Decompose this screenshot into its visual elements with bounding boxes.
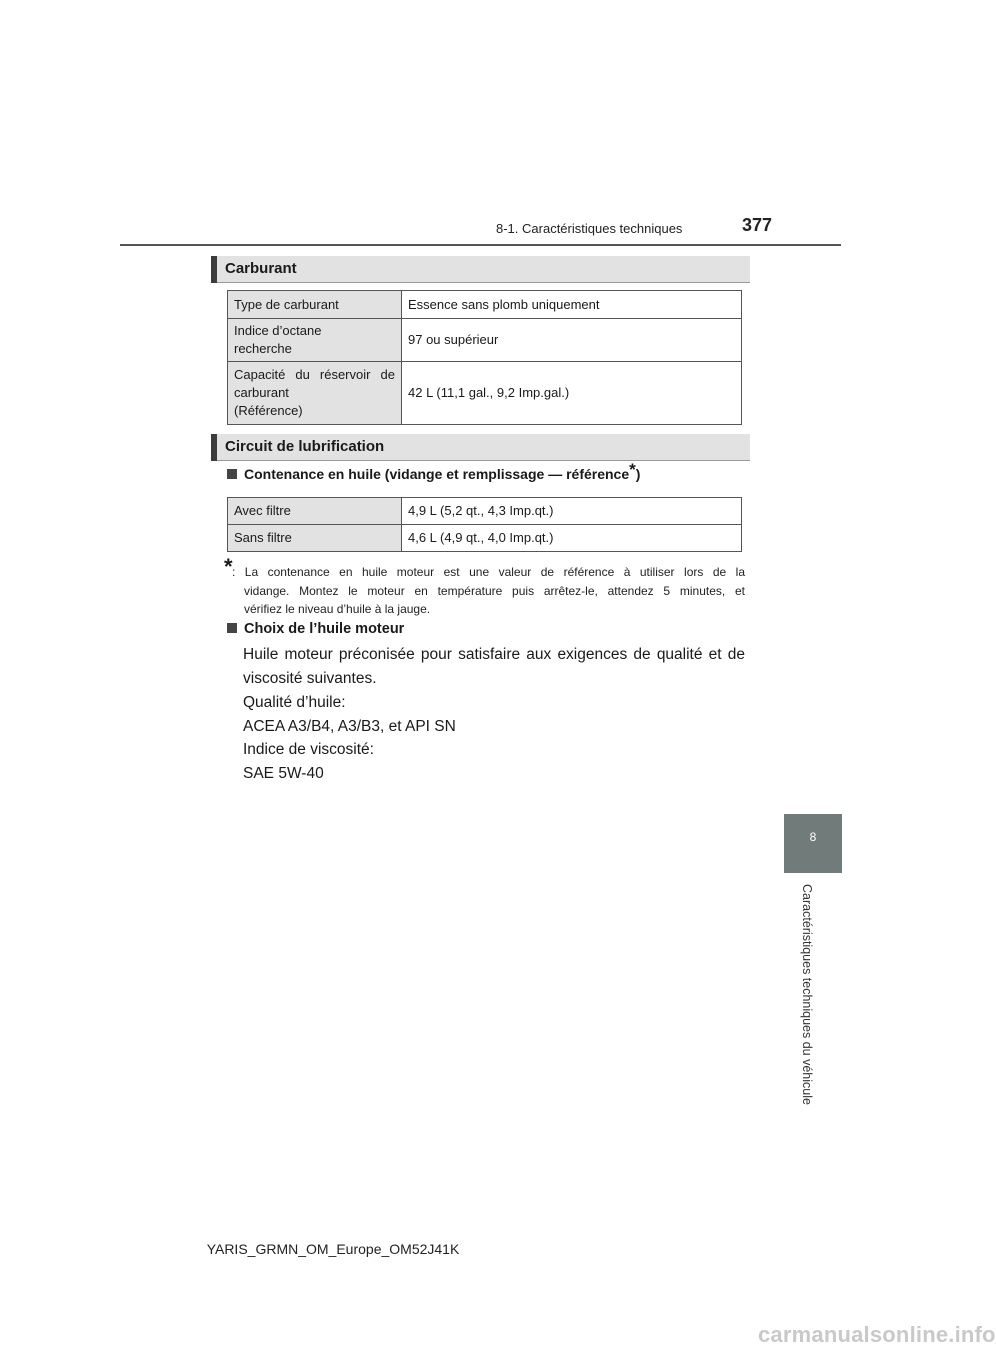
footnote-line: : La contenance en huile moteur est une valeur de référence à utiliser lors de la xyxy=(232,565,745,579)
table-row xyxy=(228,291,742,319)
document-id: YARIS_GRMN_OM_Europe_OM52J41K xyxy=(206,1241,460,1257)
paragraph-line: viscosité suivantes. xyxy=(243,670,377,687)
table-key: Avec filtre xyxy=(228,498,402,525)
table-value: 4,9 L (5,2 qt., 4,3 Imp.qt.) xyxy=(402,498,742,525)
page-number: 377 xyxy=(742,215,773,235)
table-key xyxy=(228,319,402,362)
table-key-line: (Référence) xyxy=(234,403,303,418)
quality-value: ACEA A3/B4, A3/B3, et API SN xyxy=(243,718,456,735)
carburant-title: Carburant xyxy=(225,260,297,277)
paragraph-line: Huile moteur préconisée pour satisfaire aux exigences de qualité et de xyxy=(243,646,745,663)
table-key-line: Indice d’octane xyxy=(234,323,322,338)
lubrification-section-header xyxy=(211,434,750,461)
oil-capacity-table xyxy=(227,497,742,552)
table-value: 4,6 L (4,9 qt., 4,0 Imp.qt.) xyxy=(402,525,742,552)
viscosity-value: SAE 5W-40 xyxy=(243,765,324,782)
chapter-number: 8 xyxy=(809,830,817,844)
table-key: Sans filtre xyxy=(228,525,402,552)
table-row xyxy=(228,319,742,362)
oil-choice-heading xyxy=(227,621,404,637)
oil-quality xyxy=(243,691,456,739)
table-row xyxy=(228,525,742,552)
chapter-title: Caractéristiques techniques du véhicule xyxy=(800,884,814,1105)
oil-capacity-heading-text: Contenance en huile (vidange et remplissage — référence xyxy=(244,466,630,482)
oil-choice-heading-text: Choix de l’huile moteur xyxy=(244,621,405,637)
table-row xyxy=(228,498,742,525)
bullet-square-icon xyxy=(227,623,237,633)
table-value: 42 L (11,1 gal., 9,2 Imp.gal.) xyxy=(402,362,742,425)
table-key-line: recherche xyxy=(234,341,292,356)
carburant-section-header xyxy=(211,256,750,283)
table-key: Type de carburant xyxy=(228,291,402,319)
table-key xyxy=(228,362,402,425)
table-row xyxy=(228,362,742,425)
section-title: 8-1. Caractéristiques techniques xyxy=(496,221,683,236)
quality-label: Qualité d’huile: xyxy=(243,694,346,711)
oil-viscosity xyxy=(243,738,374,786)
viscosity-label: Indice de viscosité: xyxy=(243,741,374,758)
table-value: Essence sans plomb uniquement xyxy=(402,291,742,319)
table-value: 97 ou supérieur xyxy=(402,319,742,362)
footnote-star: * xyxy=(224,554,233,579)
oil-choice-paragraph xyxy=(243,643,745,691)
lubrification-title: Circuit de lubrification xyxy=(225,438,385,455)
watermark: carmanualsonline.info xyxy=(758,1322,996,1347)
heading-close: ) xyxy=(635,466,641,482)
oil-capacity-heading xyxy=(227,460,641,482)
table-key-line: carburant xyxy=(234,385,289,400)
carburant-table xyxy=(227,290,742,425)
footnote-text xyxy=(232,563,745,619)
bullet-square-icon xyxy=(227,469,237,479)
footnote-marker: * xyxy=(629,460,636,479)
section-marker xyxy=(211,256,217,283)
footnote-line: vidange. Montez le moteur en température puis arrêtez-le, attendez 5 minutes, et xyxy=(244,583,745,598)
footnote-line: vérifiez le niveau d’huile à la jauge. xyxy=(244,602,431,616)
header-rule xyxy=(120,244,841,246)
section-marker xyxy=(211,434,217,461)
footer xyxy=(0,1241,960,1257)
table-key-line: Capacité du réservoir de xyxy=(234,367,395,382)
